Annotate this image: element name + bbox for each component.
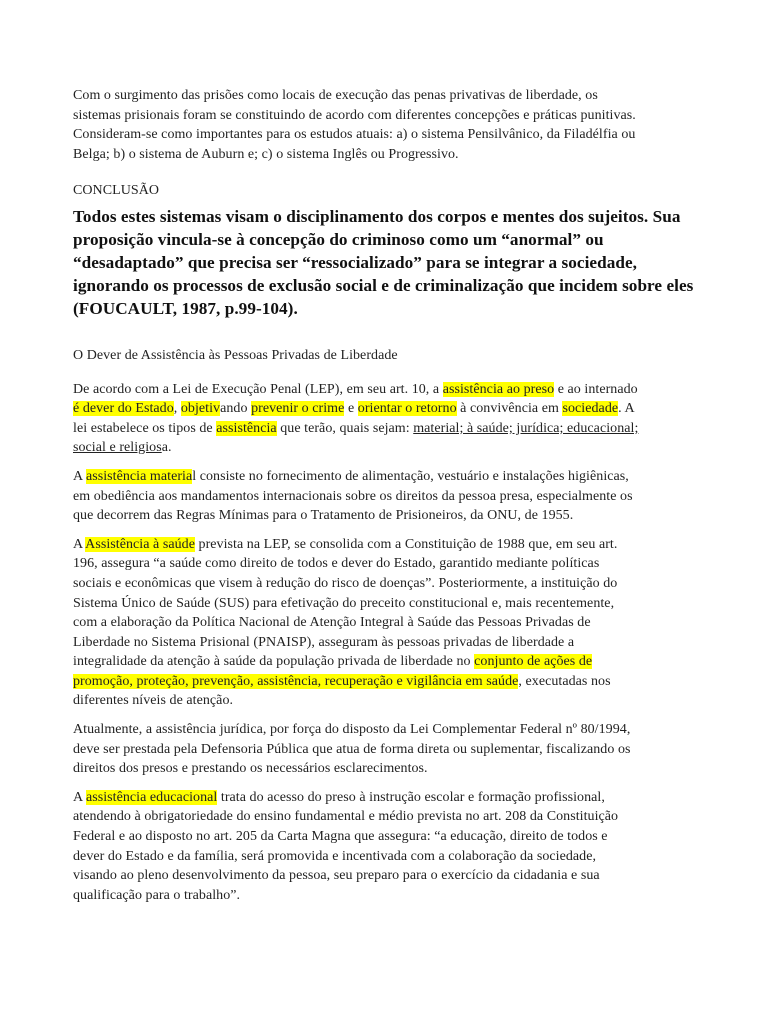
paragraph-saude: [73, 535, 695, 711]
text-run: A: [73, 789, 86, 805]
text-run: visando ao pleno desenvolvimento da pessoa, seu preparo para o exercício da cidadania e sua: [73, 868, 600, 884]
conclusion-heading: CONCLUSÃO: [73, 183, 160, 199]
text-run: Com o surgimento das prisões como locais de execução das penas privativas de liberdade, os: [73, 88, 598, 103]
text-run: A: [73, 468, 86, 484]
conclusion-paragraph: [73, 205, 695, 320]
highlight: promoção, proteção, prevenção, assistência, recuperação e vigilância em saúde: [73, 673, 519, 689]
underlined-text: material; à saúde; jurídica; educacional;: [413, 420, 639, 436]
text-run: trata do acesso do preso à instrução escolar e formação profissional,: [217, 789, 605, 805]
text-run: De acordo com a Lei de Execução Penal (LEP), em seu art. 10, a: [73, 381, 443, 397]
text-run: ,: [173, 401, 181, 417]
highlight: assistência educacional: [85, 789, 218, 805]
text-run: deve ser prestada pela Defensoria Pública que atua de forma direta ou suplementar, fiscalizando os: [73, 741, 631, 757]
text-run: Federal e ao disposto no art. 205 da Carta Magna que assegura: “a educação, direito de todos e: [73, 829, 608, 845]
text-run: diferentes níveis de atenção.: [73, 693, 234, 709]
text-run: prevista na LEP, se consolida com a Constituição de 1988 que, em seu art.: [194, 536, 618, 552]
text-run: Todos estes sistemas visam o disciplinamento dos corpos e mentes dos sujeitos. Sua: [73, 206, 681, 226]
text-run: à convivência em: [456, 401, 563, 417]
text-run: atendendo à obrigatoriedade do ensino fundamental e médio prevista no art. 208 da Constituição: [73, 809, 619, 825]
text-run: . A: [618, 401, 635, 417]
text-run: direitos dos presos e prestando os necessários esclarecimentos.: [73, 761, 428, 777]
document-body: [73, 86, 695, 914]
section-title: O Dever de Assistência às Pessoas Privadas de Liberdade: [73, 347, 398, 363]
text-run: em obediência aos mandamentos internacionais sobre os direitos da pessoa presa, especialmente os: [73, 488, 633, 504]
text-run: “desadaptado” que precisa ser “ressocializado” para se integrar a sociedade,: [73, 252, 637, 272]
text-run: Consideram-se como importantes para os estudos atuais: a) o sistema Pensilvânico, da Filadélfia ou: [73, 127, 636, 143]
text-run: 196, assegura “a saúde como direito de todos e dever do Estado, garantido mediante políticas: [73, 556, 600, 572]
text-run: Atualmente, a assistência jurídica, por força do disposto da Lei Complementar Federal nº 80/1994,: [73, 722, 631, 738]
text-run: Liberdade no Sistema Prisional (PNAISP), asseguram às pessoas privadas de liberdade a: [73, 634, 575, 650]
text-run: e ao internado: [554, 381, 638, 397]
highlight: objetiv: [180, 401, 221, 417]
highlight: sociedade: [562, 401, 619, 417]
text-run: proposição vincula-se à concepção do criminoso como um “anormal” ou: [73, 229, 604, 249]
text-run: que decorrem das Regras Mínimas para o Tratamento de Prisioneiros, da ONU, de 1955.: [73, 508, 574, 524]
highlight: assistência: [216, 420, 277, 436]
text-run: a.: [161, 440, 172, 456]
highlight: assistência materia: [85, 468, 193, 484]
text-run: e: [344, 401, 358, 417]
text-run: lei estabelece os tipos de: [73, 420, 217, 436]
text-run: sociais e econômicas que visem à redução do risco de doenças”. Posteriormente, a instituição do: [73, 575, 618, 591]
text-run: Sistema Único de Saúde (SUS) para efetivação do preceito constitucional e, mais recentemente,: [73, 595, 615, 611]
highlight: orientar o retorno: [357, 401, 457, 417]
text-run: A: [73, 536, 86, 552]
text-run: com a elaboração da Política Nacional de Atenção Integral à Saúde das Pessoas Privadas de: [73, 615, 591, 631]
text-run: , executadas nos: [518, 673, 611, 689]
text-run: qualificação para o trabalho”.: [73, 887, 241, 903]
text-run: que terão, quais sejam:: [276, 420, 414, 436]
paragraph-educacional: [73, 788, 695, 906]
text-run: dever do Estado e da família, será promovida e incentivada com a colaboração da sociedade,: [73, 848, 597, 864]
text-run: ignorando os processos de exclusão social e de criminalização que incidem sobre eles: [73, 275, 694, 295]
highlight: é dever do Estado: [73, 401, 174, 417]
text-run: Belga; b) o sistema de Auburn e; c) o sistema Inglês ou Progressivo.: [73, 146, 459, 162]
text-run: (FOUCAULT, 1987, p.99-104).: [73, 298, 298, 318]
highlight: assistência ao preso: [442, 381, 555, 397]
paragraph-material: [73, 467, 695, 526]
paragraph-juridica: [73, 720, 695, 779]
text-run: l consiste no fornecimento de alimentação, vestuário e instalações higiênicas,: [192, 468, 629, 484]
text-run: sistemas prisionais foram se constituindo de acordo com diferentes concepções e práticas punitivas.: [73, 107, 636, 123]
text-run: ando: [220, 401, 252, 417]
paragraph-lep: [73, 380, 695, 458]
intro-paragraph: [73, 86, 695, 164]
underlined-text: social e religios: [73, 440, 162, 456]
highlight: conjunto de ações de: [474, 654, 593, 670]
highlight: Assistência à saúde: [85, 536, 195, 552]
text-run: integralidade da atenção à saúde da população privada de liberdade no: [73, 654, 475, 670]
highlight: prevenir o crime: [251, 401, 345, 417]
